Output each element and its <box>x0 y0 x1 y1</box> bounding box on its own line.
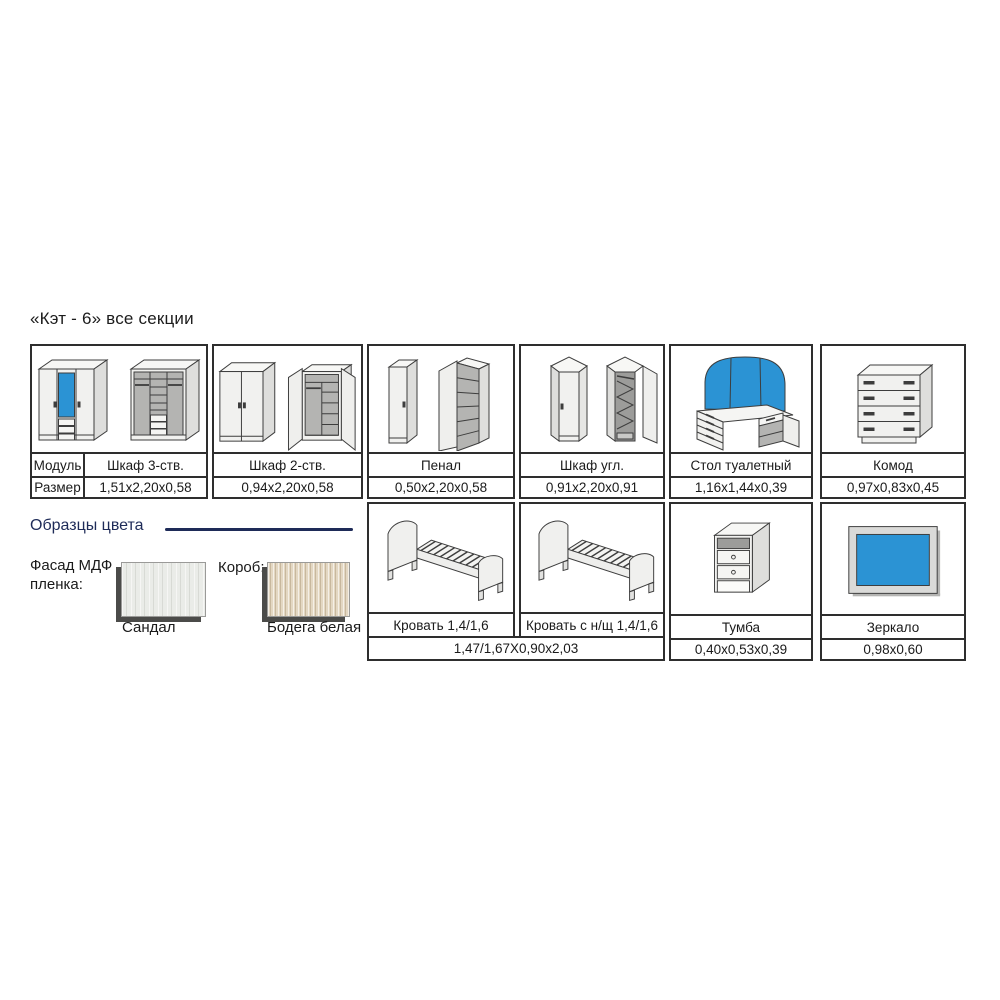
tall-cabinet-icon <box>369 346 513 452</box>
beds-shared-size: 1,47/1,67Х0,90х2,03 <box>367 636 665 661</box>
bed-icon <box>369 504 513 612</box>
bed-with-footboard-icon <box>521 504 663 612</box>
catalog-cell-dressing-table <box>669 344 813 499</box>
module-size: 0,98х0,60 <box>863 642 923 657</box>
mirror-icon <box>822 504 964 614</box>
wardrobe-3-door-icon <box>32 346 206 452</box>
module-name: Комод <box>873 457 913 473</box>
nightstand-icon <box>671 504 811 614</box>
module-name: Стол туалетный <box>690 457 792 473</box>
bodega-swatch-label: Бодега белая <box>267 619 362 636</box>
catalog-cell-chest <box>820 344 966 499</box>
sandal-swatch-label: Сандал <box>122 619 176 636</box>
module-size: 0,40х0,53х0,39 <box>694 642 788 657</box>
facade-material-label: Фасад МДФ пленка: <box>30 557 113 593</box>
catalog-cell-tall-cabinet <box>367 344 515 499</box>
catalog-cell-mirror <box>820 502 966 661</box>
module-name: Кровать с н/щ 1,4/1,6 <box>526 617 658 633</box>
corner-wardrobe-icon <box>521 346 663 452</box>
module-name: Шкаф угл. <box>560 457 624 473</box>
chest-of-drawers-icon <box>822 346 964 452</box>
module-name: Тумба <box>721 619 761 635</box>
module-name: Шкаф 2-ств. <box>249 457 326 473</box>
module-name: Кровать 1,4/1,6 <box>393 617 489 633</box>
module-name: Пенал <box>420 457 462 473</box>
module-size: 1,16х1,44х0,39 <box>694 480 788 495</box>
catalog-cell-bed <box>367 502 515 638</box>
wardrobe-2-door-icon <box>214 346 361 452</box>
catalog-cell-corner-wardrobe <box>519 344 665 499</box>
samples-section-title: Образцы цвета <box>30 517 144 534</box>
catalog-cell-nightstand <box>669 502 813 661</box>
sandal-color-swatch <box>121 562 206 617</box>
module-size: 0,50х2,20х0,58 <box>394 480 488 495</box>
catalog-cell-wardrobe-3-door <box>30 344 208 499</box>
size-row-label: Размер <box>32 478 85 497</box>
module-name: Шкаф 3-ств. <box>107 457 184 473</box>
page-title: «Кэт - 6» все секции <box>30 309 194 328</box>
module-size: 0,97х0,83х0,45 <box>846 480 940 495</box>
dressing-table-icon <box>671 346 811 452</box>
size-row <box>32 476 206 497</box>
module-size: 1,51х2,20х0,58 <box>99 480 192 495</box>
module-row <box>32 452 206 476</box>
module-name: Зеркало <box>866 619 920 635</box>
catalog-cell-bed-footboard <box>519 502 665 638</box>
module-size: 0,91х2,20х0,91 <box>545 480 639 495</box>
module-row-label: Модуль <box>32 454 85 476</box>
box-material-label: Короб: <box>218 559 265 576</box>
module-size: 0,94х2,20х0,58 <box>241 480 334 495</box>
catalog-cell-wardrobe-2-door <box>212 344 363 499</box>
samples-divider-line <box>165 528 353 531</box>
bodega-color-swatch <box>267 562 350 617</box>
